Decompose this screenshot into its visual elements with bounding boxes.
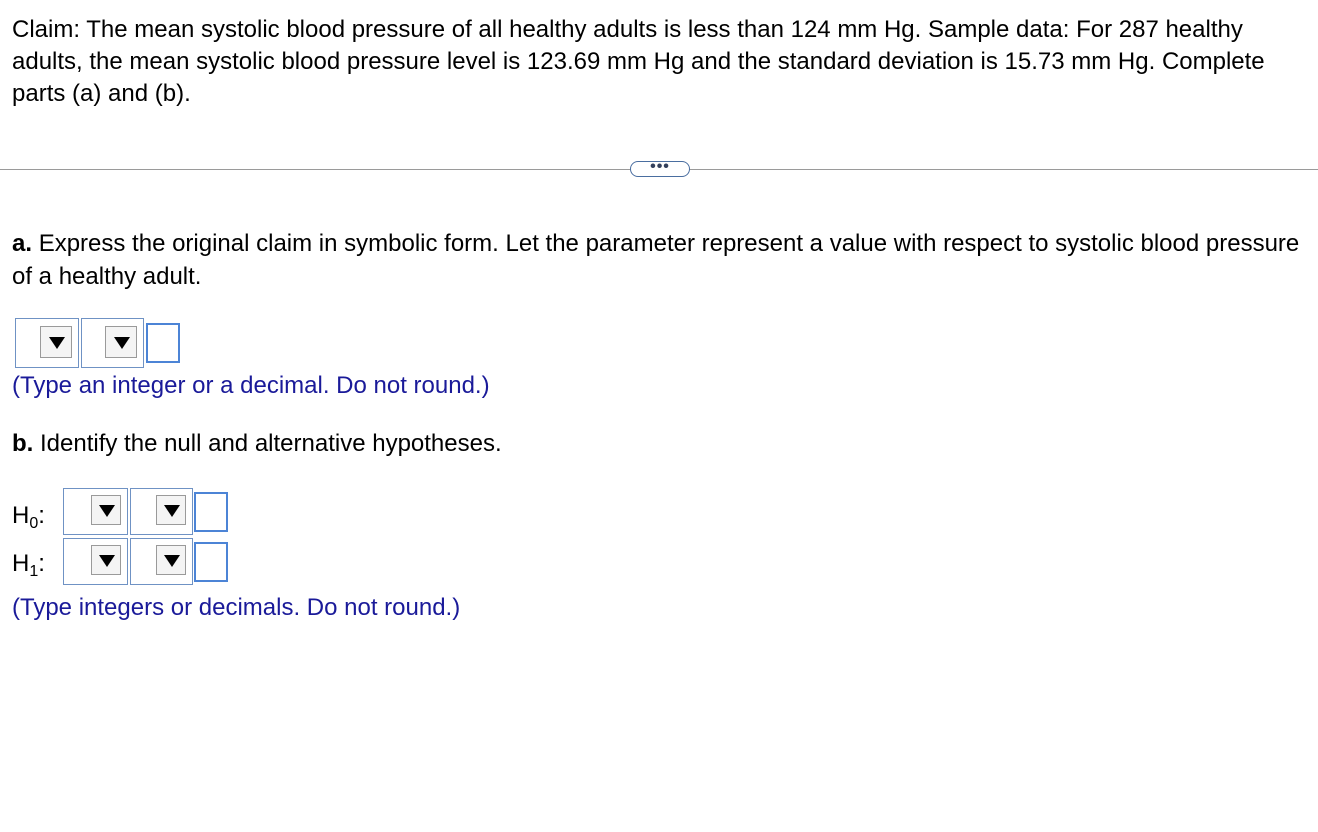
h0-parameter-dropdown[interactable] <box>63 488 128 535</box>
part-a-text: Express the original claim in symbolic form. Let the parameter represent a value with respect to systolic blood pressure of a healthy adult. <box>12 230 1300 290</box>
h0-letter: H <box>12 502 30 529</box>
chevron-down-icon <box>91 545 121 575</box>
h1-relation-dropdown[interactable] <box>130 538 193 585</box>
chevron-down-icon <box>156 545 186 575</box>
h0-relation-dropdown[interactable] <box>130 488 193 535</box>
chevron-down-icon <box>40 326 72 358</box>
part-a-value-input[interactable] <box>146 323 180 363</box>
h1-parameter-dropdown[interactable] <box>63 538 128 585</box>
h1-subscript: 1 <box>29 563 39 580</box>
part-a-relation-dropdown[interactable] <box>81 318 144 368</box>
part-b-prompt <box>12 429 502 459</box>
part-a-prompt <box>12 227 1312 293</box>
part-a-hint: (Type an integer or a decimal. Do not round.) <box>12 372 490 399</box>
part-a-parameter-dropdown[interactable] <box>15 318 79 368</box>
h1-letter: H <box>12 550 30 577</box>
part-b-hint: (Type integers or decimals. Do not round.) <box>12 594 461 621</box>
chevron-down-icon <box>156 495 186 525</box>
h0-subscript: 0 <box>29 515 39 532</box>
chevron-down-icon <box>105 326 137 358</box>
problem-statement: Claim: The mean systolic blood pressure of all healthy adults is less than 124 mm Hg. Sample data: For 287 healthy adults, the mean systolic blood pressure level is 123.69 mm Hg and the standard deviation is 15.73 mm Hg. Complete parts (a) and (b). <box>12 16 1265 107</box>
h1-value-input[interactable] <box>194 542 228 582</box>
show-more-button[interactable]: ••• <box>630 161 690 177</box>
part-b-label: b. <box>12 430 34 457</box>
h1-label <box>12 549 45 587</box>
part-b-text: Identify the null and alternative hypotheses. <box>40 430 502 457</box>
h0-value-input[interactable] <box>194 492 228 532</box>
part-a-label: a. <box>12 230 33 257</box>
h0-label <box>12 501 45 539</box>
h0-colon: : <box>38 502 45 529</box>
chevron-down-icon <box>91 495 121 525</box>
h1-colon: : <box>38 550 45 577</box>
